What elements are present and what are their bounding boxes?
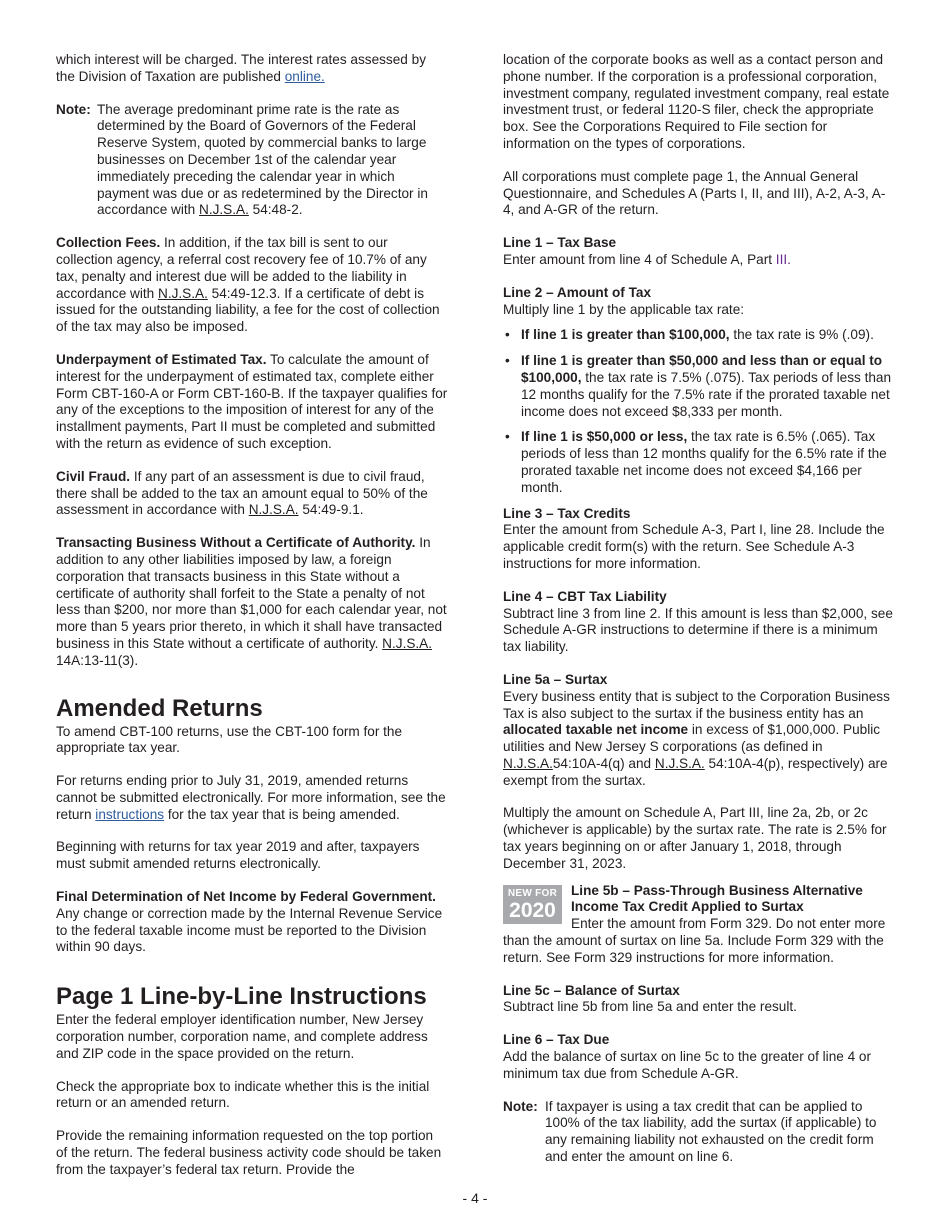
continued-paragraph-2: All corporations must complete page 1, the Annual General Questionnaire, and Schedules A (Parts I, II, and III), A-2, A-3, A-4, and A-GR of the return. bbox=[503, 168, 886, 218]
underpayment-label: Underpayment of Estimated Tax. bbox=[56, 351, 267, 367]
line3-section: Line 3 – Tax Credits Enter the amount from Schedule A-3, Part I, line 28. Include the applicable credit form(s) with the return. See Schedule A-3 instructions for more information. bbox=[503, 506, 895, 573]
line5b-heading: Line 5b – Pass-Through Business Alternative Income Tax Credit Applied to Surtax bbox=[571, 882, 863, 915]
statute-reference: N.J.S.A. bbox=[158, 285, 208, 301]
amended-paragraph-1: To amend CBT-100 returns, use the CBT-100 form for the appropriate tax year. bbox=[56, 723, 403, 756]
transacting-business-label: Transacting Business Without a Certificate of Authority. bbox=[56, 535, 416, 551]
list-item: • If line 1 is $50,000 or less, the tax rate is 6.5% (.065). Tax periods of less than 12 months qualify for the 6.5% rate if the prorated taxable net income does not exceed $4,166 per month. bbox=[505, 429, 887, 495]
line5b-section: NEW FOR 2020 Line 5b – Pass-Through Business Alternative Income Tax Credit Applied to Surtax Enter the amount from Form 329. Do not enter more than the amount of surtax on line 5a. Include Form 329 with the return. See Form 329 instructions for more information. bbox=[503, 883, 895, 967]
line1-heading: Line 1 – Tax Base bbox=[503, 235, 617, 251]
list-item: • If line 1 is greater than $50,000 and less than or equal to $100,000, the tax rate is 7.5% (.075). Tax periods of less than 12 months qualify for the 7.5% rate if the prorated taxable net income does not exceed $8,333 per month. bbox=[505, 353, 892, 419]
line5c-heading: Line 5c – Balance of Surtax bbox=[503, 982, 680, 998]
line5a-heading: Line 5a – Surtax bbox=[503, 671, 608, 687]
instructions-link[interactable]: instructions bbox=[95, 806, 165, 822]
civil-fraud-paragraph: Civil Fraud. If any part of an assessment is due to civil fraud, there shall be added to the tax an amount equal to 50% of the assessment in accordance with N.J.S.A. 54:49-9.1. bbox=[56, 468, 428, 518]
line4-section: Line 4 – CBT Tax Liability Subtract line 3 from line 2. If this amount is less than $2,000, see Schedule A-GR instructions to determine if there is a minimum tax liability. bbox=[503, 589, 895, 656]
list-item: • If line 1 is greater than $100,000, the tax rate is 9% (.09). bbox=[505, 327, 874, 343]
left-column bbox=[56, 52, 448, 1195]
statute-reference: N.J.S.A. bbox=[382, 635, 433, 651]
line5a-section: Line 5a – Surtax Every business entity that is subject to the Corporation Business Tax is also subject to the surtax if the business entity has an allocated taxable net income in excess of $1,000,000. Public utilities and New Jersey S corporations (as defined in N.J.S.A.54:10A-4(q) and N.J.S.A. 54:10A-4(p), respectively) are exempt from the surtax. bbox=[503, 672, 895, 790]
line4-heading: Line 4 – CBT Tax Liability bbox=[503, 588, 667, 604]
continued-paragraph-1: location of the corporate books as well as a contact person and phone number. If the corporation is a professional corporation, investment company, regulated investment company, real estate investment trust, or federal 1120-S filer, check the appropriate box. See the Corporations Required to File section for information on the types of corporations. bbox=[503, 52, 890, 151]
underpayment-paragraph: Underpayment of Estimated Tax. To calculate the amount of interest for the underpayment of estimated tax, complete either Form CBT-160-A or Form CBT-160-B. If the taxpayer qualifies for any of the exceptions to the imposition of interest for any of the installment payments, Part II must be completed and submitted with the return as evidence of such exception. bbox=[56, 351, 448, 451]
statute-reference: N.J.S.A. bbox=[199, 202, 249, 218]
transacting-business-paragraph: Transacting Business Without a Certificate of Authority. In addition to any other liabilities imposed by law, a foreign corporation that transacts business in this State without a certificate of authority shall forfeit to the State a penalty of not less than $200, nor more than $1,000 for each calendar year, not more than 5 years prior thereto, in which it shall have transacted business in this State without a certificate of authority. N.J.S.A. 14A:13-11(3). bbox=[56, 535, 447, 668]
line5a-paragraph-2: Multiply the amount on Schedule A, Part III, line 2a, 2b, or 2c (whichever is applicable) by the surtax rate. The rate is 2.5% for tax years beginning on or after January 1, 2018, through December 31, 2023. bbox=[503, 805, 887, 871]
page1-paragraph-3: Provide the remaining information requested on the top portion of the return. The federal business activity code should be taken from the taxpayer’s federal tax return. Provide the bbox=[56, 1128, 442, 1177]
collection-fees-paragraph: Collection Fees. In addition, if the tax bill is sent to our collection agency, a referral cost recovery fee of 10.7% of any tax, penalty and interest due will be added to the liability in accordance with N.J.S.A. 54:49-12.3. If a certificate of debt is issued for the outstanding liability, a fee for the cost of collection of the tax may also be imposed. bbox=[56, 235, 440, 335]
line5c-section: Line 5c – Balance of Surtax Subtract line 5b from line 5a and enter the result. bbox=[503, 983, 895, 1017]
final-determination-label: Final Determination of Net Income by Federal Government. bbox=[56, 889, 436, 905]
line6-heading: Line 6 – Tax Due bbox=[503, 1032, 610, 1048]
amended-returns-heading: Amended Returns bbox=[56, 694, 263, 722]
civil-fraud-label: Civil Fraud. bbox=[56, 468, 131, 484]
line3-heading: Line 3 – Tax Credits bbox=[503, 505, 631, 521]
note-label: Note: bbox=[56, 101, 91, 117]
amended-paragraph-2: For returns ending prior to July 31, 2019, amended returns cannot be submitted electronically. For more information, see the return instructions for the tax year that is being amended. bbox=[56, 773, 446, 822]
line1-section: Line 1 – Tax Base Enter amount from line 4 of Schedule A, Part III. bbox=[503, 235, 895, 269]
page1-paragraph-1: Enter the federal employer identification number, New Jersey corporation number, corporation name, and complete address and ZIP code in the space provided on the return. bbox=[56, 1012, 428, 1061]
bullet-icon: • bbox=[505, 353, 510, 369]
page-number: - 4 - bbox=[462, 1190, 488, 1206]
line6-section: Line 6 – Tax Due Add the balance of surtax on line 5c to the greater of line 4 or minimum tax due from Schedule A-GR. bbox=[503, 1032, 895, 1082]
right-column bbox=[503, 52, 895, 1182]
prime-rate-note: Note: The average predominant prime rate is the rate as determined by the Board of Governors of the Federal Reserve System, quoted by commercial banks to large businesses on December 1st of the calendar year immediately preceding the calendar year in which payment was due or as redetermined by the Director in accordance with N.J.S.A. 54:48-2. bbox=[56, 101, 428, 218]
bullet-icon: • bbox=[505, 429, 510, 445]
bullet-icon: • bbox=[505, 327, 510, 343]
surtax-note: Note: If taxpayer is using a tax credit that can be applied to 100% of the tax liability, add the surtax (if applicable) to any remaining liability not exhausted on the credit form and enter the amount on line 6. bbox=[503, 1098, 877, 1165]
amended-paragraph-3: Beginning with returns for tax year 2019 and after, taxpayers must submit amended returns electronically. bbox=[56, 839, 420, 872]
page1-paragraph-2: Check the appropriate box to indicate whether this is the initial return or an amended return. bbox=[56, 1078, 430, 1111]
interest-paragraph: which interest will be charged. The interest rates assessed by the Division of Taxation are published online. bbox=[56, 52, 426, 84]
page1-instructions-heading: Page 1 Line-by-Line Instructions bbox=[56, 983, 427, 1011]
note-label: Note: bbox=[503, 1098, 538, 1114]
new-for-2020-badge: NEW FOR 2020 bbox=[503, 885, 562, 924]
final-determination-paragraph: Final Determination of Net Income by Federal Government. Any change or correction made by the Internal Revenue Service to the federal taxable income must be reported to the Division within 90 days. bbox=[56, 889, 443, 955]
online-link[interactable]: online. bbox=[284, 68, 325, 84]
part-reference: III. bbox=[775, 251, 791, 267]
statute-reference: N.J.S.A. bbox=[503, 755, 553, 771]
collection-fees-label: Collection Fees. bbox=[56, 235, 161, 251]
tax-rate-list bbox=[503, 327, 895, 496]
line2-section: Line 2 – Amount of Tax Multiply line 1 by the applicable tax rate: bbox=[503, 285, 895, 319]
statute-reference: N.J.S.A. bbox=[654, 755, 705, 771]
statute-reference: N.J.S.A. bbox=[248, 502, 299, 518]
line2-heading: Line 2 – Amount of Tax bbox=[503, 284, 652, 300]
